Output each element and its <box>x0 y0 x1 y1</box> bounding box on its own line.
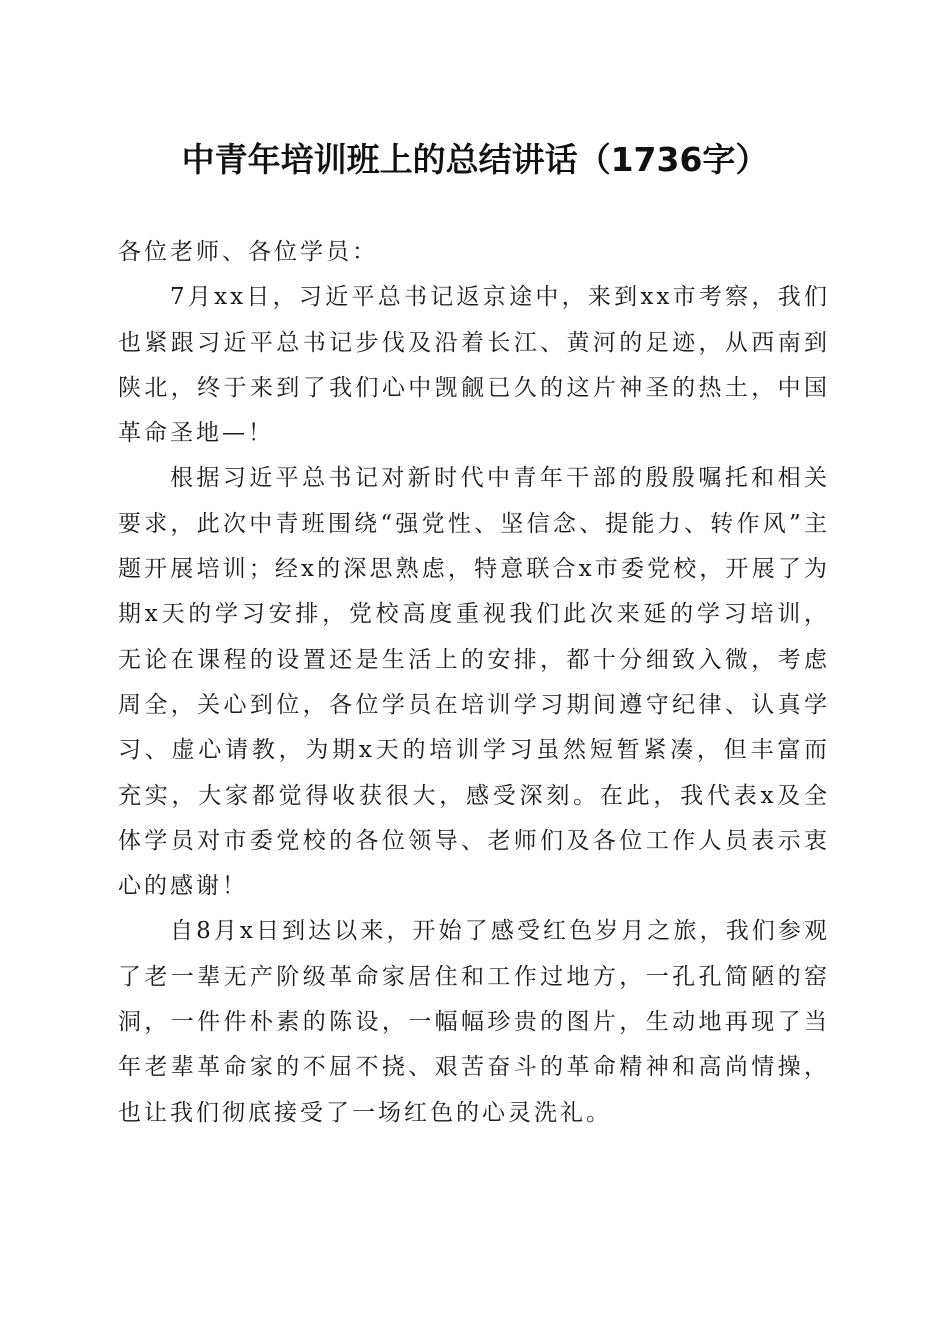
document-title: 中青年培训班上的总结讲话（1736字） <box>181 140 769 179</box>
salutation: 各位老师、各位学员： <box>118 239 378 265</box>
paragraph-3: 自8月x日到达以来，开始了感受红色岁月之旅，我们参观了老一辈无产阶级革命家居住和工作过地方，一孔孔简陋的窑洞，一件件朴素的陈设，一幅幅珍贵的图片，生动地再现了当年老辈革命家的不屈不挠、艰苦奋斗的革命精神和高尚情操，也让我们彻底接受了一场红色的心灵洗礼。 <box>118 918 830 1126</box>
paragraph-2: 根据习近平总书记对新时代中青年干部的殷殷嘱托和相关要求，此次中青班围绕“强党性、坚信念、提能力、转作风”主题开展培训；经x的深思熟虑，特意联合x市委党校，开展了为期x天的学习安排，党校高度重视我们此次来延的学习培训，无论在课程的设置还是生活上的安排，都十分细致入微，考虑周全，关心到位，各位学员在培训学习期间遵守纪律、认真学习、虚心请教，为期x天的培训学习虽然短暂紧凑，但丰富而充实，大家都觉得收获很大，感受深刻。在此，我代表x及全体学员对市委党校的各位领导、老师们及各位工作人员表示衷心的感谢！ <box>118 465 830 900</box>
paragraph-1: 7月xx日，习近平总书记返京途中，来到xx市考察，我们也紧跟习近平总书记步伐及沿着长江、黄河的足迹，从西南到陕北，终于来到了我们心中觊觎已久的这片神圣的热土，中国革命圣地—！ <box>118 284 830 447</box>
document-body <box>118 230 830 1136</box>
